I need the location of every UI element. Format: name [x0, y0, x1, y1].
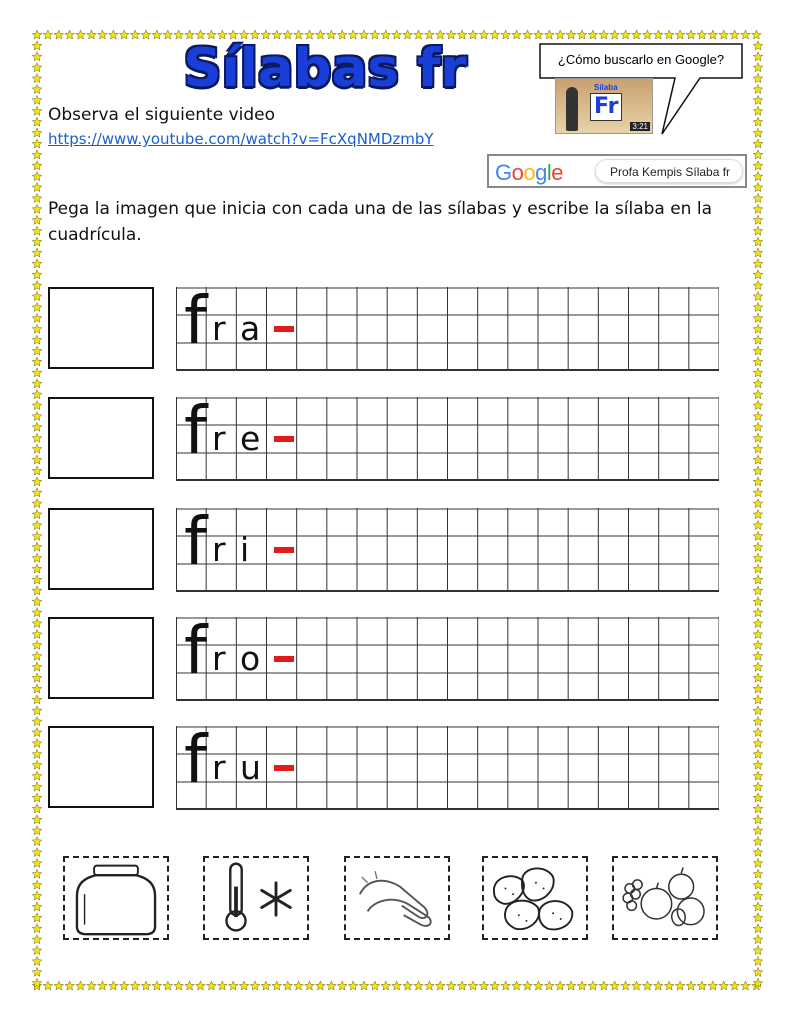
border-star-icon: [76, 981, 86, 990]
border-star-icon: [32, 226, 42, 235]
border-star-icon: [32, 684, 42, 693]
border-star-icon: [753, 346, 763, 355]
border-star-icon: [32, 782, 42, 791]
letter-r: r: [212, 309, 226, 348]
border-star-icon: [174, 981, 184, 990]
border-star-icon: [753, 586, 763, 595]
border-star-icon: [32, 324, 42, 333]
border-star-icon: [753, 335, 763, 344]
border-star-icon: [119, 981, 129, 990]
border-star-icon: [403, 981, 413, 990]
border-star-icon: [753, 826, 763, 835]
border-star-icon: [32, 869, 42, 878]
border-star-icon: [32, 139, 42, 148]
border-star-icon: [566, 981, 576, 990]
google-logo: Google: [495, 160, 564, 185]
border-star-icon: [32, 499, 42, 508]
vowel-letter: e: [240, 419, 261, 458]
border-star-icon: [753, 357, 763, 366]
border-star-icon: [141, 981, 151, 990]
border-star-icon: [753, 869, 763, 878]
border-star-icon: [753, 422, 763, 431]
border-star-icon: [664, 981, 674, 990]
border-star-icon: [316, 981, 326, 990]
vowel-letter: a: [240, 309, 261, 348]
border-star-icon: [32, 292, 42, 301]
border-star-icon: [32, 531, 42, 540]
border-star-icon: [446, 981, 456, 990]
border-star-icon: [753, 204, 763, 213]
border-star-icon: [753, 521, 763, 530]
border-star-icon: [32, 706, 42, 715]
border-star-icon: [207, 981, 217, 990]
border-star-icon: [753, 957, 763, 966]
paste-image-box[interactable]: [48, 397, 154, 479]
border-star-icon: [753, 499, 763, 508]
border-star-icon: [753, 564, 763, 573]
border-star-icon: [753, 924, 763, 933]
border-star-icon: [555, 981, 565, 990]
border-star-icon: [753, 749, 763, 758]
border-star-icon: [753, 673, 763, 682]
border-star-icon: [753, 270, 763, 279]
border-star-icon: [305, 981, 315, 990]
thumbnail-duration: 3:21: [632, 122, 648, 131]
border-star-icon: [32, 858, 42, 867]
border-star-icon: [381, 981, 391, 990]
hands-picture[interactable]: [344, 856, 450, 940]
paste-image-box[interactable]: [48, 617, 154, 699]
border-star-icon: [32, 281, 42, 290]
border-star-icon: [32, 586, 42, 595]
border-star-icon: [632, 981, 642, 990]
border-star-icon: [294, 981, 304, 990]
border-star-icon: [753, 662, 763, 671]
border-star-icon: [32, 619, 42, 628]
border-star-icon: [196, 981, 206, 990]
border-star-icon: [152, 981, 162, 990]
border-star-icon: [753, 303, 763, 312]
border-star-icon: [753, 575, 763, 584]
border-star-icon: [577, 981, 587, 990]
border-star-icon: [753, 630, 763, 639]
border-star-icon: [87, 981, 97, 990]
border-star-icon: [753, 793, 763, 802]
video-link[interactable]: https://www.youtube.com/watch?v=FcXqNMDzmbY: [48, 130, 434, 148]
border-star-icon: [479, 981, 489, 990]
border-star-icon: [32, 150, 42, 159]
border-star-icon: [621, 981, 631, 990]
vowel-letter: u: [240, 748, 261, 787]
border-star-icon: [753, 717, 763, 726]
border-star-icon: [370, 981, 380, 990]
letter-f: f: [184, 392, 208, 469]
border-star-icon: [697, 981, 707, 990]
border-star-icon: [753, 891, 763, 900]
border-star-icon: [32, 640, 42, 649]
border-star-icon: [753, 510, 763, 519]
border-star-icon: [250, 981, 260, 990]
border-star-icon: [32, 270, 42, 279]
border-star-icon: [228, 981, 238, 990]
border-star-icon: [130, 981, 140, 990]
border-star-icon: [753, 161, 763, 170]
border-star-icon: [753, 194, 763, 203]
border-star-icon: [32, 902, 42, 911]
border-star-icon: [753, 324, 763, 333]
border-star-icon: [32, 303, 42, 312]
border-star-icon: [753, 946, 763, 955]
border-star-icon: [457, 981, 467, 990]
border-star-icon: [753, 433, 763, 442]
border-star-icon: [32, 728, 42, 737]
strawberries-picture[interactable]: [482, 856, 588, 940]
border-star-icon: [327, 981, 337, 990]
border-star-icon: [545, 981, 555, 990]
syllable-label: [180, 612, 310, 701]
border-star-icon: [512, 981, 522, 990]
border-star-icon: [753, 313, 763, 322]
border-star-icon: [686, 981, 696, 990]
border-star-icon: [32, 455, 42, 464]
page-title: Sílabas fr: [183, 38, 467, 99]
border-star-icon: [337, 981, 347, 990]
border-star-icon: [753, 597, 763, 606]
border-star-icon: [753, 412, 763, 421]
border-star-icon: [32, 183, 42, 192]
border-star-icon: [239, 981, 249, 990]
border-star-icon: [753, 368, 763, 377]
border-star-icon: [753, 237, 763, 246]
border-star-icon: [753, 728, 763, 737]
border-star-icon: [65, 981, 75, 990]
border-star-icon: [32, 880, 42, 889]
border-star-icon: [643, 981, 653, 990]
border-star-icon: [610, 981, 620, 990]
border-star-icon: [348, 981, 358, 990]
border-star-icon: [753, 913, 763, 922]
border-star-icon: [32, 793, 42, 802]
border-star-icon: [741, 981, 751, 990]
strawberries-icon: [484, 858, 586, 938]
border-star-icon: [32, 630, 42, 639]
border-star-icon: [490, 981, 500, 990]
border-star-icon: [98, 981, 108, 990]
border-star-icon: [32, 488, 42, 497]
cold-picture[interactable]: [203, 856, 309, 940]
border-star-icon: [283, 981, 293, 990]
border-star-icon: [730, 981, 740, 990]
border-star-icon: [753, 281, 763, 290]
border-star-icon: [32, 401, 42, 410]
border-star-icon: [753, 837, 763, 846]
border-star-icon: [32, 957, 42, 966]
border-star-icon: [753, 684, 763, 693]
paste-image-box[interactable]: [48, 287, 154, 369]
instructions-text: Pega la imagen que inicia con cada una de las sílabas y escribe la sílaba en la cuadrícula.: [48, 199, 712, 245]
red-dash: [274, 656, 294, 662]
border-star-icon: [753, 760, 763, 769]
jar-icon: [65, 858, 167, 938]
border-star-icon: [501, 981, 511, 990]
bubble-text: ¿Cómo buscarlo en Google?: [557, 52, 725, 67]
border-star-icon: [753, 390, 763, 399]
border-star-icon: [32, 946, 42, 955]
border-star-icon: [753, 848, 763, 857]
border-star-icon: [753, 542, 763, 551]
border-star-icon: [32, 172, 42, 181]
syllable-label: [180, 392, 310, 481]
border-star-icon: [32, 597, 42, 606]
border-star-icon: [414, 981, 424, 990]
border-star-icon: [753, 739, 763, 748]
border-star-icon: [753, 695, 763, 704]
border-star-icon: [753, 935, 763, 944]
syllable-label: [180, 721, 310, 810]
border-star-icon: [109, 981, 119, 990]
letter-r: r: [212, 419, 226, 458]
border-star-icon: [32, 444, 42, 453]
border-star-icon: [32, 422, 42, 431]
border-star-icon: [753, 553, 763, 562]
border-star-icon: [753, 477, 763, 486]
vowel-letter: o: [240, 639, 261, 678]
letter-r: r: [212, 748, 226, 787]
border-star-icon: [32, 739, 42, 748]
border-star-icon: [32, 553, 42, 562]
border-star-icon: [675, 981, 685, 990]
border-star-icon: [708, 981, 718, 990]
teacher-figure-icon: [566, 87, 578, 131]
border-star-icon: [753, 815, 763, 824]
border-star-icon: [32, 313, 42, 322]
border-star-icon: [753, 226, 763, 235]
border-star-icon: [753, 902, 763, 911]
border-star-icon: [32, 259, 42, 268]
letter-r: r: [212, 530, 226, 569]
border-star-icon: [753, 292, 763, 301]
border-star-icon: [753, 619, 763, 628]
border-star-icon: [32, 815, 42, 824]
border-star-icon: [753, 531, 763, 540]
jar-picture[interactable]: [63, 856, 169, 940]
paste-image-box[interactable]: [48, 726, 154, 808]
border-star-icon: [392, 981, 402, 990]
vowel-letter: i: [240, 530, 250, 569]
border-star-icon: [32, 379, 42, 388]
border-star-icon: [261, 981, 271, 990]
letter-f: f: [184, 721, 208, 798]
border-star-icon: [32, 760, 42, 769]
border-star-icon: [753, 183, 763, 192]
border-star-icon: [753, 488, 763, 497]
border-star-icon: [753, 651, 763, 660]
video-thumbnail[interactable]: [555, 78, 653, 134]
paste-image-box[interactable]: [48, 508, 154, 590]
border-star-icon: [32, 357, 42, 366]
border-star-icon: [32, 913, 42, 922]
border-star-icon: [753, 466, 763, 475]
google-search-box[interactable]: [487, 154, 747, 188]
letter-f: f: [184, 503, 208, 580]
border-star-icon: [32, 510, 42, 519]
border-star-icon: [32, 804, 42, 813]
border-star-icon: [753, 259, 763, 268]
border-star-icon: [753, 771, 763, 780]
border-star-icon: [32, 717, 42, 726]
border-star-icon: [753, 858, 763, 867]
border-star-icon: [32, 477, 42, 486]
border-star-icon: [32, 695, 42, 704]
border-star-icon: [32, 237, 42, 246]
border-star-icon: [599, 981, 609, 990]
border-star-icon: [436, 981, 446, 990]
border-star-icon: [32, 575, 42, 584]
border-star-icon: [272, 981, 282, 990]
border-star-icon: [753, 880, 763, 889]
border-star-icon: [654, 981, 664, 990]
border-star-icon: [425, 981, 435, 990]
fruits-icon: [614, 858, 716, 938]
border-star-icon: [753, 640, 763, 649]
border-star-icon: [54, 981, 64, 990]
intro-text: Observa el siguiente video: [48, 105, 276, 125]
border-star-icon: [753, 782, 763, 791]
border-star-icon: [753, 804, 763, 813]
border-star-icon: [32, 651, 42, 660]
border-star-icon: [753, 444, 763, 453]
border-star-icon: [163, 981, 173, 990]
border-star-icon: [534, 981, 544, 990]
syllable-label: [180, 503, 310, 592]
border-star-icon: [753, 455, 763, 464]
border-star-icon: [753, 248, 763, 257]
border-star-icon: [753, 401, 763, 410]
thumbnail-big-text: Fr: [590, 93, 622, 121]
border-star-icon: [32, 466, 42, 475]
border-star-icon: [523, 981, 533, 990]
red-dash: [274, 765, 294, 771]
border-star-icon: [32, 346, 42, 355]
border-star-icon: [32, 542, 42, 551]
border-star-icon: [753, 379, 763, 388]
border-star-icon: [588, 981, 598, 990]
border-star-icon: [32, 673, 42, 682]
border-star-icon: [32, 564, 42, 573]
border-star-icon: [32, 433, 42, 442]
border-star-icon: [753, 608, 763, 617]
border-star-icon: [359, 981, 369, 990]
syllable-label: [180, 282, 310, 371]
border-star-icon: [32, 848, 42, 857]
red-dash: [274, 326, 294, 332]
border-star-icon: [32, 390, 42, 399]
letter-r: r: [212, 639, 226, 678]
border-star-icon: [32, 335, 42, 344]
red-dash: [274, 436, 294, 442]
border-star-icon: [719, 981, 729, 990]
search-query[interactable]: Profa Kempis Sílaba fr: [595, 159, 743, 183]
border-star-icon: [32, 837, 42, 846]
fruits-picture[interactable]: [612, 856, 718, 940]
border-star-icon: [32, 194, 42, 203]
border-star-icon: [43, 981, 53, 990]
border-star-icon: [32, 662, 42, 671]
border-star-icon: [753, 172, 763, 181]
border-star-icon: [32, 161, 42, 170]
border-star-icon: [218, 981, 228, 990]
border-star-icon: [32, 368, 42, 377]
border-star-icon: [468, 981, 478, 990]
border-star-icon: [32, 771, 42, 780]
border-star-icon: [753, 215, 763, 224]
border-star-icon: [32, 891, 42, 900]
border-star-icon: [185, 981, 195, 990]
thermometer-snowflake-icon: [205, 858, 307, 938]
border-star-icon: [32, 826, 42, 835]
border-star-icon: [32, 412, 42, 421]
border-star-icon: [753, 706, 763, 715]
border-star-icon: [32, 204, 42, 213]
red-dash: [274, 547, 294, 553]
letter-f: f: [184, 612, 208, 689]
border-star-icon: [753, 150, 763, 159]
border-star-icon: [753, 139, 763, 148]
border-star-icon: [32, 215, 42, 224]
border-star-icon: [32, 608, 42, 617]
border-star-icon: [32, 749, 42, 758]
border-star-icon: [32, 521, 42, 530]
border-star-icon: [32, 967, 42, 976]
border-star-icon: [32, 248, 42, 257]
letter-f: f: [184, 282, 208, 359]
border-star-icon: [32, 924, 42, 933]
border-star-icon: [32, 935, 42, 944]
thumbnail-label: Sílaba: [594, 83, 618, 92]
border-star-icon: [753, 967, 763, 976]
rubbing-hands-icon: [346, 858, 448, 938]
